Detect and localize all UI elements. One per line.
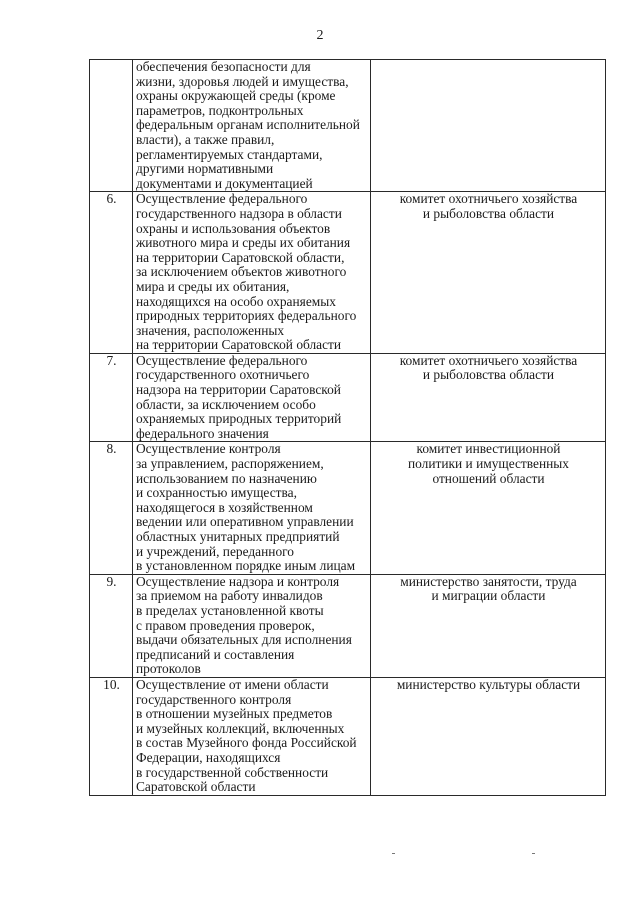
control-function-line: за управлением, распоряжением, (136, 456, 324, 472)
control-function-cell (133, 574, 371, 677)
control-function-line: жизни, здоровья людей и имущества, (136, 73, 349, 89)
control-function-line: с правом проведения проверок, (136, 617, 315, 633)
control-function-line: протоколов (136, 661, 201, 677)
table-row (90, 442, 606, 574)
responsible-body-line: министерство занятости, труда (400, 573, 577, 589)
control-function-line: охраны и использования объектов (136, 220, 331, 236)
control-function-cell (133, 442, 371, 574)
responsible-body-line: отношений области (432, 470, 545, 486)
control-function-cell (133, 192, 371, 354)
responsible-body-cell (371, 442, 606, 574)
table-row (90, 677, 606, 795)
control-function-line: в отношении музейных предметов (136, 706, 333, 722)
control-function-line: Осуществление федерального (136, 352, 308, 368)
control-function-line: за приемом на работу инвалидов (136, 588, 323, 604)
control-function-line: использованием по назначению (136, 470, 317, 486)
control-function-line: находящегося в хозяйственном (136, 499, 313, 515)
responsible-body-cell (371, 353, 606, 442)
control-function-cell (133, 60, 371, 192)
control-function-line: регламентируемых стандартами, (136, 146, 323, 162)
control-function-line: параметров, подконтрольных (136, 102, 304, 118)
control-function-line: природных территориях федерального (136, 308, 357, 324)
control-function-line: за исключением объектов животного (136, 264, 347, 280)
control-function-line: области, за исключением особо (136, 396, 316, 412)
scan-speck (392, 853, 395, 854)
page-number: 2 (316, 28, 324, 43)
control-function-cell (133, 353, 371, 442)
responsible-body-cell (371, 192, 606, 354)
control-function-line: федеральным органам исполнительной (136, 117, 360, 133)
control-function-cell (133, 677, 371, 795)
control-function-line: в установленном порядке иным лицам (136, 558, 356, 574)
control-function-line: обеспечения безопасности для (136, 59, 311, 74)
responsible-body-line: министерство культуры области (396, 676, 581, 692)
control-function-line: государственного контроля (136, 691, 292, 707)
control-function-line: Осуществление от имени области (136, 676, 329, 692)
responsible-body-line: и рыболовства области (422, 205, 555, 221)
control-function-line: и сохранностью имущества, (136, 485, 297, 501)
responsible-body-cell (371, 60, 606, 192)
control-function-line: государственного надзора в области (136, 205, 342, 221)
responsible-body-cell (371, 677, 606, 795)
responsible-body-line: и рыболовства области (422, 367, 555, 383)
control-function-line: федерального значения (136, 425, 269, 441)
control-function-line: областных унитарных предприятий (136, 529, 340, 544)
control-function-line: мира и среды их обитания, (136, 278, 290, 294)
responsible-body-cell (371, 574, 606, 677)
control-function-line: и музейных коллекций, включенных (136, 720, 345, 736)
table-row (90, 60, 606, 192)
authorities-table (89, 59, 606, 796)
responsible-body-line: комитет охотничьего хозяйства (399, 352, 578, 368)
control-function-line: Осуществление надзора и контроля (136, 573, 340, 589)
row-number: 7. (90, 353, 133, 442)
responsible-body-line: комитет охотничьего хозяйства (399, 191, 578, 207)
table-body (90, 60, 606, 796)
responsible-body-line: политики и имущественных (407, 456, 569, 472)
control-function-line: документами и документацией (136, 175, 313, 191)
control-function-line: выдачи обязательных для исполнения (136, 632, 352, 648)
control-function-line: ведении или оперативном управлении (136, 514, 354, 530)
row-number: 6. (90, 192, 133, 354)
table-row (90, 353, 606, 442)
control-function-line: в государственной собственности (136, 764, 329, 780)
control-function-line: надзора на территории Саратовской (136, 382, 341, 398)
control-function-line: другими нормативными (136, 161, 274, 177)
control-function-line: в состав Музейного фонда Российской (136, 735, 357, 751)
control-function-line: животного мира и среды их обитания (136, 235, 351, 251)
table-row (90, 574, 606, 677)
control-function-line: в пределах установленной квоты (136, 602, 324, 618)
control-function-line: Осуществление федерального (136, 191, 308, 207)
control-function-line: и учреждений, переданного (136, 543, 294, 559)
control-function-line: находящихся на особо охраняемых (136, 293, 336, 309)
control-function-line: значения, расположенных (136, 322, 285, 338)
control-function-line: Осуществление контроля (136, 441, 281, 457)
row-number: 8. (90, 442, 133, 574)
row-number: 9. (90, 574, 133, 677)
table-row (90, 192, 606, 354)
control-function-line: на территории Саратовской области, (136, 249, 345, 265)
control-function-line: Саратовской области (136, 779, 256, 795)
control-function-line: на территории Саратовской области (136, 337, 342, 353)
responsible-body-line: и миграции области (431, 588, 546, 604)
control-function-line: охраны окружающей среды (кроме (136, 88, 336, 104)
control-function-line: охраняемых природных территорий (136, 411, 342, 427)
row-number (90, 60, 133, 192)
scan-speck (532, 853, 535, 854)
control-function-line: предписаний и составления (136, 646, 295, 662)
control-function-line: власти), а также правил, (136, 131, 275, 147)
control-function-line: Федерации, находящихся (136, 749, 281, 765)
control-function-line: государственного охотничьего (136, 367, 310, 383)
responsible-body-line: комитет инвестиционной (416, 441, 561, 457)
row-number: 10. (90, 677, 133, 795)
